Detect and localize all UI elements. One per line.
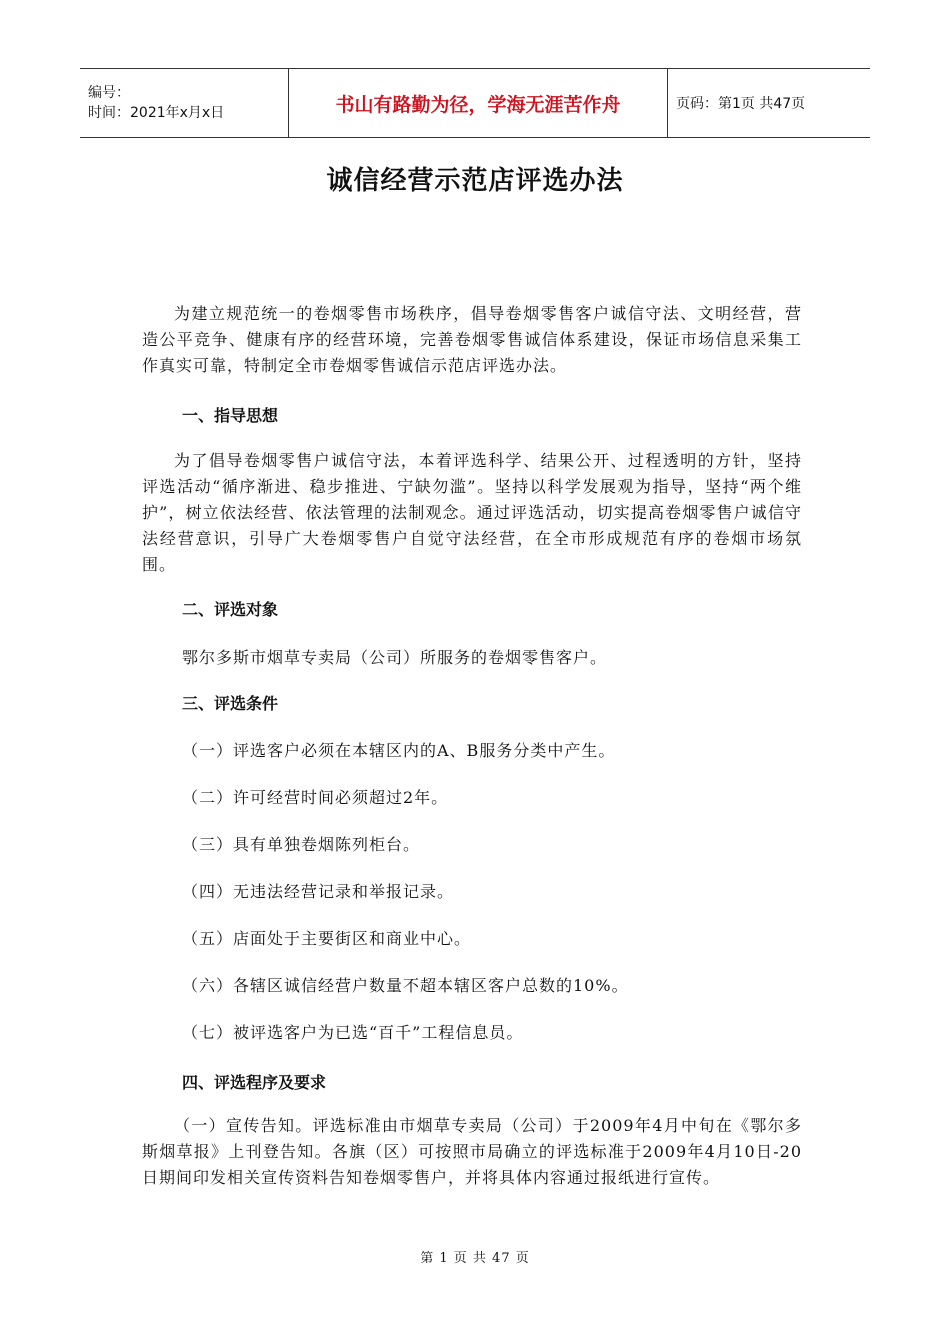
condition-item: （七）被评选客户为已选“百千”工程信息员。 [182, 1023, 524, 1042]
condition-item: （五）店面处于主要街区和商业中心。 [182, 929, 472, 948]
document-number-label: 编号： [88, 85, 130, 101]
header-meta [80, 69, 289, 137]
section-heading-target: 二、评选对象 [182, 600, 279, 619]
section-heading-procedure: 四、评选程序及要求 [182, 1073, 327, 1092]
condition-item: （六）各辖区诚信经营户数量不超本辖区客户总数的10%。 [182, 976, 629, 995]
page-header [80, 68, 870, 138]
document-title: 诚信经营示范店评选办法 [326, 166, 624, 196]
section-heading-guiding: 一、指导思想 [182, 406, 279, 425]
header-page-info [668, 69, 805, 137]
target-paragraph: 鄂尔多斯市烟草专卖局（公司）所服务的卷烟零售客户。 [182, 648, 608, 667]
motto-text: 书山有路勤为径，学海无涯苦作舟 [335, 93, 621, 116]
condition-item: （三）具有单独卷烟陈列柜台。 [182, 835, 421, 854]
condition-item: （一）评选客户必须在本辖区内的A、B服务分类中产生。 [182, 741, 616, 760]
condition-item: （二）许可经营时间必须超过2年。 [182, 788, 449, 807]
condition-item: （四）无违法经营记录和举报记录。 [182, 882, 455, 901]
page-info-text: 页码：第1页 共47页 [676, 96, 806, 112]
guiding-paragraph: 为了倡导卷烟零售户诚信守法，本着评选科学、结果公开、过程透明的方针，坚持评选活动“循序渐进、稳步推进、宁缺勿滥”。坚持以科学发展观为指导，坚持“两个维护”，树立依法经营、依法管理的法制观念。通过评选活动，切实提高卷烟零售户诚信守法经营意识，引导广大卷烟零售户自觉守法经营，在全市形成规范有序的卷烟市场氛围。 [142, 451, 802, 574]
procedure-paragraph: （一）宣传告知。评选标准由市烟草专卖局（公司）于2009年4月中旬在《鄂尔多斯烟草报》上刊登告知。各旗（区）可按照市局确立的评选标准于2009年4月10日-20日期间印发相关宣传资料告知卷烟零售户，并将具体内容通过报纸进行宣传。 [142, 1116, 802, 1187]
section-heading-conditions: 三、评选条件 [182, 694, 279, 713]
page-footer: 第 1 页 共 47 页 [420, 1251, 530, 1266]
document-time-label: 时间：2021年x月x日 [88, 105, 225, 121]
header-motto [289, 69, 668, 137]
intro-paragraph: 为建立规范统一的卷烟零售市场秩序，倡导卷烟零售客户诚信守法、文明经营，营造公平竞争、健康有序的经营环境，完善卷烟零售诚信体系建设，保证市场信息采集工作真实可靠，特制定全市卷烟零售诚信示范店评选办法。 [142, 304, 802, 375]
